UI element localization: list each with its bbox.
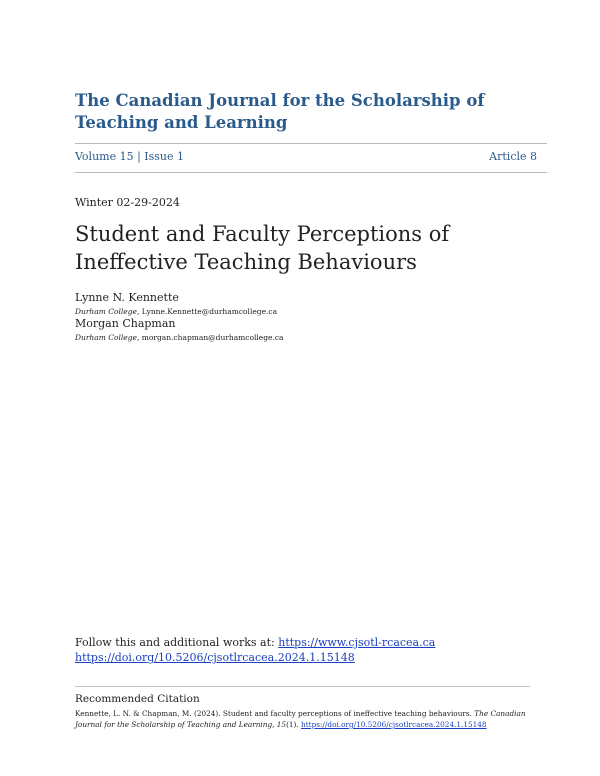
volume-issue-bar — [75, 150, 547, 163]
citation-issue: (1). — [286, 720, 302, 729]
author-email: , morgan.chapman@durhamcollege.ca — [136, 333, 284, 342]
author-affiliation — [75, 307, 277, 316]
header-divider-bottom — [75, 172, 547, 173]
volume-issue[interactable]: Volume 15 | Issue 1 — [75, 150, 185, 163]
author-affiliation — [75, 333, 284, 342]
citation-doi-link[interactable]: https://doi.org/10.5206/cjsotlrcacea.2024.1.15148 — [301, 720, 487, 729]
follow-text: Follow this and additional works at: — [75, 636, 279, 649]
journal-title: The Canadian Journal for the Scholarship of Teaching and Learning — [75, 91, 485, 132]
author-college: Durham College — [75, 307, 137, 316]
recommended-citation-heading: Recommended Citation — [75, 693, 200, 705]
citation-text — [75, 708, 553, 730]
author-email: , Lynne.Kennette@durhamcollege.ca — [136, 307, 278, 316]
header-divider-top — [75, 143, 547, 144]
author-name: Lynne N. Kennette — [75, 291, 179, 304]
author-college: Durham College — [75, 333, 137, 342]
citation-authors: Kennette, L. N. & Chapman, M. (2024). Student and faculty perceptions of ineffective teaching behaviours. — [75, 709, 475, 718]
doi-link[interactable]: https://doi.org/10.5206/cjsotlrcacea.2024.1.15148 — [75, 651, 355, 664]
doi-line — [75, 651, 355, 664]
site-link[interactable]: https://www.cjsotl-rcacea.ca — [278, 636, 436, 649]
article-number[interactable]: Article 8 — [489, 150, 537, 163]
author-name: Morgan Chapman — [75, 317, 176, 330]
follow-line — [75, 636, 435, 649]
citation-journal: The Canadian Journal for the Scholarship of Teaching and Learning, 15 — [75, 709, 526, 729]
article-title: Student and Faculty Perceptions of Ineffective Teaching Behaviours — [75, 222, 450, 274]
citation-divider — [75, 686, 530, 687]
publication-date: Winter 02-29-2024 — [75, 196, 180, 209]
